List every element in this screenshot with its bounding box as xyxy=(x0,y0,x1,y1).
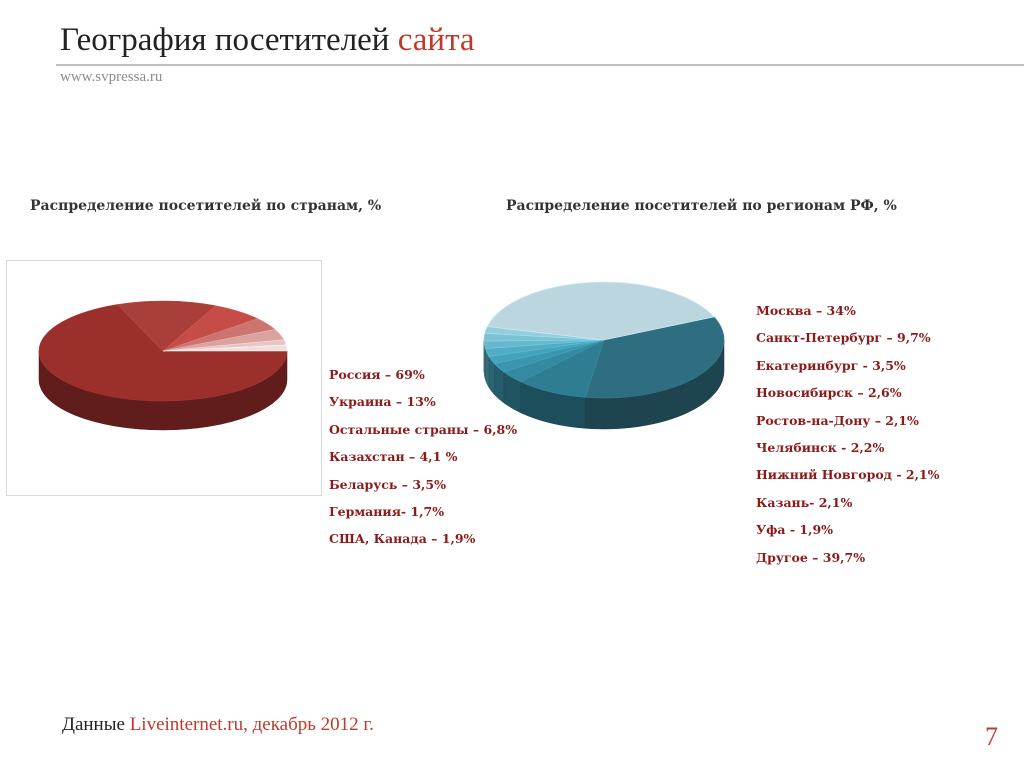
pie-chart-countries xyxy=(20,290,320,470)
legend-item: Германия- 1,7% xyxy=(329,504,445,520)
legend-item: США, Канада – 1,9% xyxy=(329,531,476,547)
page-title-accent: сайта xyxy=(397,22,475,58)
page-number: 7 xyxy=(985,722,998,751)
legend-item: Украина – 13% xyxy=(329,394,436,410)
title-divider xyxy=(56,64,1024,66)
page-title xyxy=(60,22,475,59)
footer-source-link[interactable]: Liveinternet.ru, декабрь 2012 г. xyxy=(129,714,374,735)
legend-item: Другое – 39,7% xyxy=(756,549,866,565)
legend-item: Ростов-на-Дону – 2,1% xyxy=(756,412,919,428)
legend-item: Санкт-Петербург – 9,7% xyxy=(756,330,931,346)
legend-item: Москва – 34% xyxy=(756,303,856,318)
legend-item: Остальные страны – 6,8% xyxy=(329,421,518,437)
footer-prefix: Данные xyxy=(62,714,125,735)
legend-item: Уфа - 1,9% xyxy=(756,522,834,538)
footer-source xyxy=(62,714,374,736)
legend-item: Нижний Новгород - 2,1% xyxy=(756,467,940,483)
chart-title-regions: Распределение посетителей по регионам РФ, % xyxy=(506,198,897,214)
site-url: www.svpressa.ru xyxy=(60,69,163,85)
legend-item: Екатеринбург - 3,5% xyxy=(756,357,906,373)
legend-item: Челябинск - 2,2% xyxy=(756,440,885,456)
page-title-main: География посетителей xyxy=(60,22,390,58)
pie-top-group xyxy=(484,282,724,398)
legend-item: Казахстан – 4,1 % xyxy=(329,449,458,465)
legend-item: Новосибирск – 2,6% xyxy=(756,385,902,401)
chart-title-countries: Распределение посетителей по странам, % xyxy=(30,198,382,214)
pie-chart-regions xyxy=(470,270,750,430)
legend-item: Россия – 69% xyxy=(329,367,425,382)
legend-item: Казань- 2,1% xyxy=(756,494,853,510)
legend-item: Беларусь – 3,5% xyxy=(329,476,446,492)
pie-top-group xyxy=(39,301,287,401)
legend-regions xyxy=(756,297,940,571)
